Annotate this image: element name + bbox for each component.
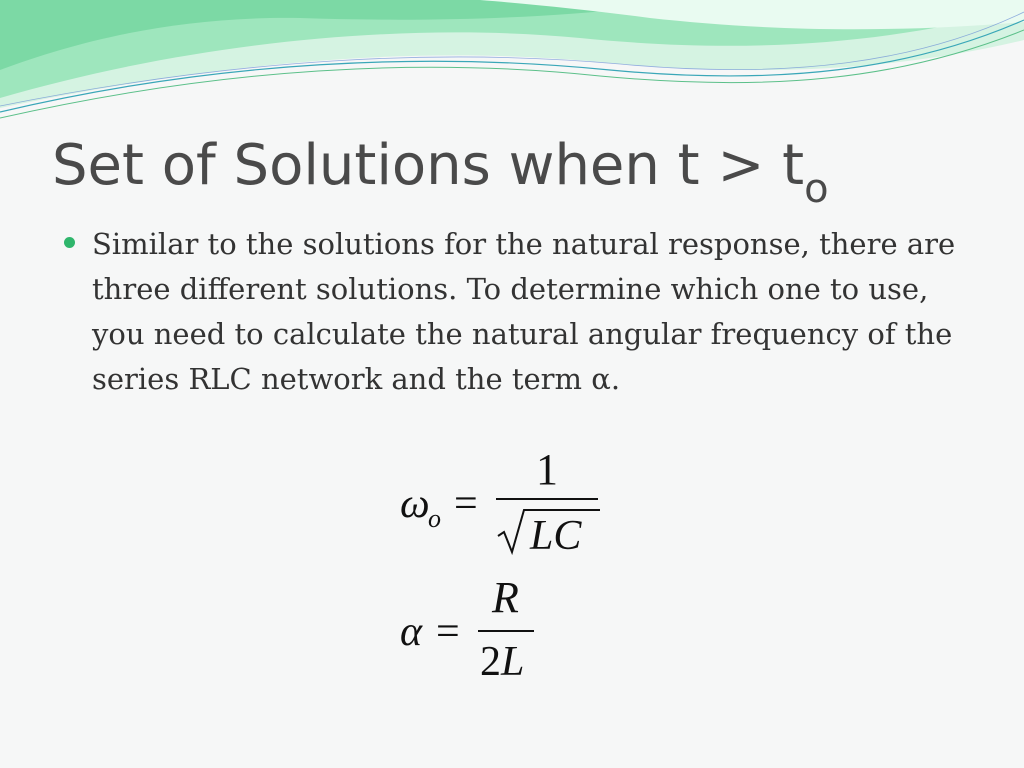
bullet-item (64, 222, 964, 402)
slide-title (52, 128, 829, 212)
omega-symbol: ω (400, 481, 430, 527)
slide-title-subscript: o (804, 166, 829, 212)
bullet-dot-icon (64, 237, 75, 248)
alpha-denominator-var: L (501, 639, 525, 685)
omega-numerator: 1 (536, 445, 558, 494)
alpha-equation (396, 573, 576, 688)
slide-title-main: Set of Solutions when t > t (52, 133, 805, 198)
omega-fraction-bar (496, 498, 598, 500)
alpha-denominator-coeff: 2 (480, 639, 501, 685)
alpha-symbol: α (400, 609, 423, 655)
omega-subscript: o (428, 504, 441, 533)
bullet-list (64, 222, 964, 402)
decorative-wave (0, 0, 1024, 130)
alpha-numerator: R (492, 573, 519, 622)
omega-radicand: LC (530, 513, 582, 559)
bullet-text: Similar to the solutions for the natural response, there are three different solutions. To determine which one to use, you need to calculate the natural angular frequency of the series RLC network and the term α. (92, 227, 956, 396)
omega-equation (396, 440, 616, 570)
omega-equals-sign: = (454, 481, 478, 527)
alpha-denominator (480, 638, 524, 686)
alpha-fraction-bar (478, 630, 534, 632)
alpha-equals-sign: = (436, 609, 460, 655)
